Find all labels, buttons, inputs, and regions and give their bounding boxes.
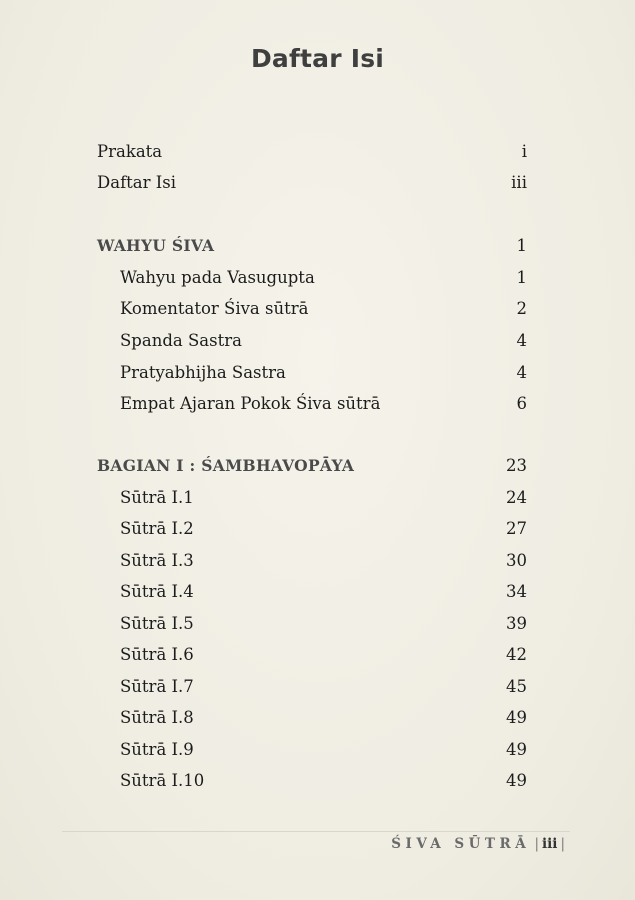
toc-entry xyxy=(97,297,527,321)
toc-entry-page-number: iii xyxy=(511,173,527,192)
toc-entry-page-number: 27 xyxy=(506,519,527,538)
toc-entry-label: Sūtrā I.6 xyxy=(120,645,194,664)
toc-entry-page-number: 4 xyxy=(516,331,527,350)
toc-entry-label: Spanda Sastra xyxy=(120,331,242,350)
toc-entry xyxy=(97,517,527,541)
toc-entry-page-number: 23 xyxy=(506,456,527,475)
toc-entry-label: Komentator Śiva sūtrā xyxy=(120,299,309,318)
toc-entry-label: Sūtrā I.9 xyxy=(120,740,194,759)
toc-entry-page-number: 49 xyxy=(506,708,527,727)
toc-entry-page-number: 34 xyxy=(506,582,527,601)
toc-entry xyxy=(97,266,527,290)
toc-entry-label: Prakata xyxy=(97,142,163,161)
toc-entry-label: Sūtrā I.4 xyxy=(120,582,194,601)
page-title: Daftar Isi xyxy=(250,44,385,73)
toc-entry xyxy=(97,769,527,793)
toc-entry-label: Sūtrā I.8 xyxy=(120,708,194,727)
toc-entry-label: Daftar Isi xyxy=(97,173,177,192)
toc-entry-label: Sūtrā I.7 xyxy=(120,677,194,696)
toc-entry-page-number: 39 xyxy=(506,614,527,633)
toc-entry-page-number: 2 xyxy=(516,299,527,318)
toc-entry-page-number: 4 xyxy=(516,363,527,382)
toc-entry xyxy=(97,392,527,416)
toc-entry-label: Sūtrā I.3 xyxy=(120,551,194,570)
toc-entry xyxy=(97,643,527,667)
toc-entry-page-number: 1 xyxy=(516,268,527,287)
toc-entry-label: Sūtrā I.2 xyxy=(120,519,194,538)
toc-entry xyxy=(97,612,527,636)
toc-entry-page-number: 30 xyxy=(506,551,527,570)
toc-entry-page-number: 49 xyxy=(506,740,527,759)
toc-entry-label: WAHYU ŚIVA xyxy=(97,236,215,255)
toc-entry-page-number: i xyxy=(521,142,527,161)
toc-entry xyxy=(97,329,527,353)
page-number: iii xyxy=(542,836,558,852)
toc-entry xyxy=(97,140,527,164)
toc-entry-page-number: 24 xyxy=(506,488,527,507)
toc-entry xyxy=(97,675,527,699)
footer-separator-right: | xyxy=(560,836,565,852)
toc-section-entry xyxy=(97,234,527,258)
toc-entry xyxy=(97,706,527,730)
footer-divider xyxy=(62,831,570,832)
toc-entry xyxy=(97,738,527,762)
page-footer xyxy=(391,834,565,854)
toc-entry xyxy=(97,580,527,604)
toc-entry xyxy=(97,361,527,385)
toc-entry-label: Empat Ajaran Pokok Śiva sūtrā xyxy=(120,394,381,413)
toc-entry xyxy=(97,549,527,573)
toc-entry-page-number: 49 xyxy=(506,771,527,790)
toc-entry-page-number: 42 xyxy=(506,645,527,664)
running-title: ŚIVA SŪTRĀ xyxy=(391,836,531,852)
toc-entry xyxy=(97,171,527,195)
toc-entry-label: Pratyabhijha Sastra xyxy=(120,363,286,382)
toc-entry-label: Sūtrā I.5 xyxy=(120,614,194,633)
toc-entry xyxy=(97,486,527,510)
toc-entry-label: Sūtrā I.1 xyxy=(120,488,194,507)
footer-separator-left: | xyxy=(534,836,540,852)
toc-section-entry xyxy=(97,454,527,478)
toc-entry-page-number: 6 xyxy=(516,394,527,413)
toc-entry-label: Sūtrā I.10 xyxy=(120,771,205,790)
toc-entry-label: BAGIAN I : ŚAMBHAVOPĀYA xyxy=(97,456,355,475)
toc-entry-label: Wahyu pada Vasugupta xyxy=(120,268,315,287)
toc-entry-page-number: 45 xyxy=(506,677,527,696)
toc-entry-page-number: 1 xyxy=(516,236,527,255)
